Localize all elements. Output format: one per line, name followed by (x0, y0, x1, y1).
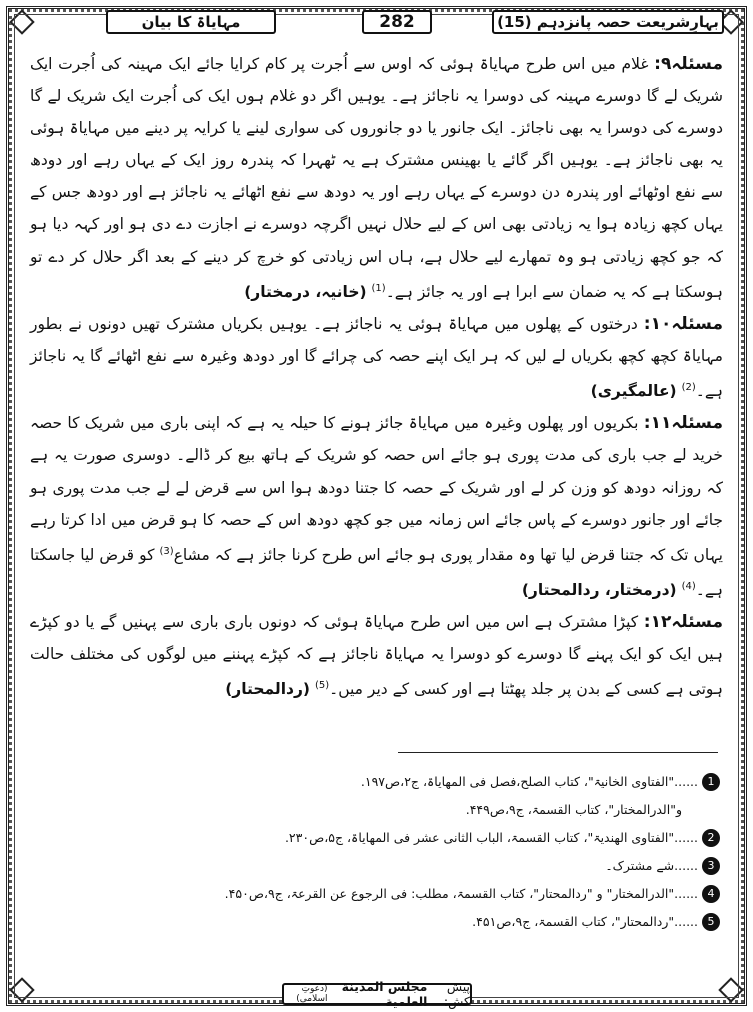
masala-label: مسئلہ۹: (654, 54, 723, 74)
footnote-text: ......"الفتاوی الخانیۃ"، کتاب الصلح،فصل فی المھایاۃ، ج۲،ص۱۹۷. (360, 774, 698, 789)
footnote-item (34, 908, 720, 936)
publisher-org: (دعوتِ اسلامی) (296, 984, 328, 1004)
footnote-ref: (5) (314, 680, 330, 692)
footnote-item (34, 824, 720, 852)
footnote-number: 5 (702, 913, 720, 931)
page-header (22, 8, 731, 38)
masala-text: کو قرض لیا جاسکتا ہے۔ (30, 545, 723, 600)
footnote-number: 4 (702, 885, 720, 903)
footer-prefix: پیش کش: (443, 979, 470, 1009)
footnote-ref: (3) (159, 545, 174, 557)
main-text (30, 48, 723, 706)
source-citation: (عالمگیری) (590, 382, 677, 401)
page-number: 282 (362, 10, 432, 34)
masala-paragraph (30, 308, 723, 407)
publisher-name: مجلس المدينة العلمية (341, 979, 428, 1009)
footnotes (34, 768, 720, 936)
page-footer (22, 979, 731, 1009)
footnote-ref: (4) (681, 580, 696, 592)
footnote-item (34, 852, 720, 880)
masala-label: مسئلہ۱۲: (643, 612, 723, 633)
masala-text: کپڑا مشترک ہے اس میں اس طرح مہایاۃ ہوئی کہ دونوں باری باری سے پہنیں گے یا دو کپڑے ہیں ایک کو ایک پہنے گا دوسرے کو دوسرا یہ مہایاۃ ناجائز ہے کہ کپڑے پہننے میں لوگوں کی مختلف حالت ہوتی ہے کسی کے بدن پر جلد پھٹتا ہے اور کسی کے دیر میں۔ (30, 613, 723, 699)
footnote-number: 2 (702, 829, 720, 847)
masala-text: بکریوں اور پھلوں وغیرہ میں مہایاۃ جائز ہونے کا حیلہ یہ ہے کہ اپنی باری میں شریک کا حصہ خرید لے جب باری کی مدت پوری ہو جائے اس حصہ کو شریک کے ہاتھ بیع کر ڈالے۔ دوسری صورت یہ ہے کہ روزانہ دودھ کو وزن کر لے اور شریک کے حصہ کا جتنا دودھ ہوا اس سے قرض لے لے جب مدت پوری ہو جائے اور جانور دوسرے کے پاس جائے اس زمانہ میں جو کچھ دودھ اس کے حصہ کا ہو قرض میں ادا کرتا رہے یہاں تک کہ جتنا قرض لیا تھا وہ مقدار پوری ہو جائے اس طرح کرنا جائز ہے کہ مشاع (30, 414, 723, 564)
footnote-item (34, 796, 720, 824)
footnote-separator (398, 752, 718, 753)
source-citation: (ردالمحتار) (225, 680, 310, 699)
footnote-ref: (2) (681, 382, 696, 394)
footnote-text: و"الدرالمختار"، کتاب القسمۃ، ج۹،ص۴۴۹. (465, 802, 682, 817)
masala-label: مسئلہ۱۰: (643, 313, 723, 334)
masala-label: مسئلہ۱۱: (643, 413, 723, 434)
footnote-item (34, 880, 720, 908)
footnote-number: 3 (702, 857, 720, 875)
masala-paragraph (30, 407, 723, 606)
masala-text: درختوں کے پھلوں میں مہایاۃ ہوئی یہ ناجائز ہے۔ یوہیں بکریاں مشترک تھیں دونوں نے بطور مہایاۃ کچھ کچھ بکریاں لے لیں کہ ہر ایک اپنے حصہ کی چرائے گا اور دودھ وغیرہ سے نفع اٹھائے گا یہ ناجائز ہے۔ (30, 314, 723, 401)
footnote-text: ......"ردالمحتار"، کتاب القسمۃ، ج۹،ص۴۵۱. (472, 914, 698, 929)
publisher-box (282, 979, 472, 1009)
masala-paragraph (30, 606, 723, 705)
footnote-ref: (1) (371, 282, 386, 294)
chapter-title: مہایاۃ کا بیان (106, 10, 276, 34)
footnote-text: ......شے مشترک۔ (605, 858, 698, 873)
footnote-text: ......"الفتاوی الھندیۃ"، کتاب القسمۃ، الباب الثانی عشر فی المھایاۃ، ج۵،ص۲۳۰. (284, 830, 698, 845)
footnote-number: 1 (702, 773, 720, 791)
source-citation: (درمختار، ردالمحتار) (521, 581, 677, 600)
footnote-item (34, 768, 720, 796)
source-citation: (خانیہ، درمختار) (244, 282, 367, 301)
footnote-text: ......"الدرالمختار" و "ردالمحتار"، کتاب القسمۃ، مطلب: فی الرجوع عن القرعۃ، ج۹،ص۴۵۰. (224, 886, 698, 901)
masala-text: غلام میں اس طرح مہایاۃ ہوئی کہ اوس سے اُجرت پر کام کرایا جائے ایک مہینہ کی اُجرت ایک شریک لے گا دوسرے مہینہ کی دوسرا یہ ناجائز ہے۔ یوہیں اگر دو غلام ہوں ایک کی اُجرت ایک شریک لے گا دوسرے کی دوسرا یہ بھی ناجائز۔ ایک جانور یا دو جانوروں کی سواری لینے یا کرایہ پر دینے میں مہایاۃ ہوئی یہ بھی ناجائز ہے۔ یوہیں اگر گائے یا بھینس مشترک ہے یہ ٹھہرا کہ پندرہ روز ایک کے یہاں رہے اور دودھ سے نفع اوٹھائے اور پندرہ دن دوسرے کے یہاں رہے اور یہ دودھ سے نفع اٹھائے یہ ناجائز ہے اور دودھ جس کے یہاں کچھ زیادہ ہوا یہ زیادتی بھی اس کے لیے حلال نہیں اگرچہ دوسرے نے اجازت دے دی ہو اور کہہ دیا ہو کہ جو کچھ زیادتی ہو وہ تمھارے لیے حلال ہے، ہاں اس زیادتی کو خرچ کر دینے کے بعد اگر حلال کر دے تو ہوسکتا ہے کہ یہ ضمان سے ابرا ہے اور یہ جائز ہے۔ (30, 55, 723, 301)
book-title: بہارِشریعت حصہ پانزدہم (15) (492, 10, 724, 34)
masala-paragraph (30, 48, 723, 308)
